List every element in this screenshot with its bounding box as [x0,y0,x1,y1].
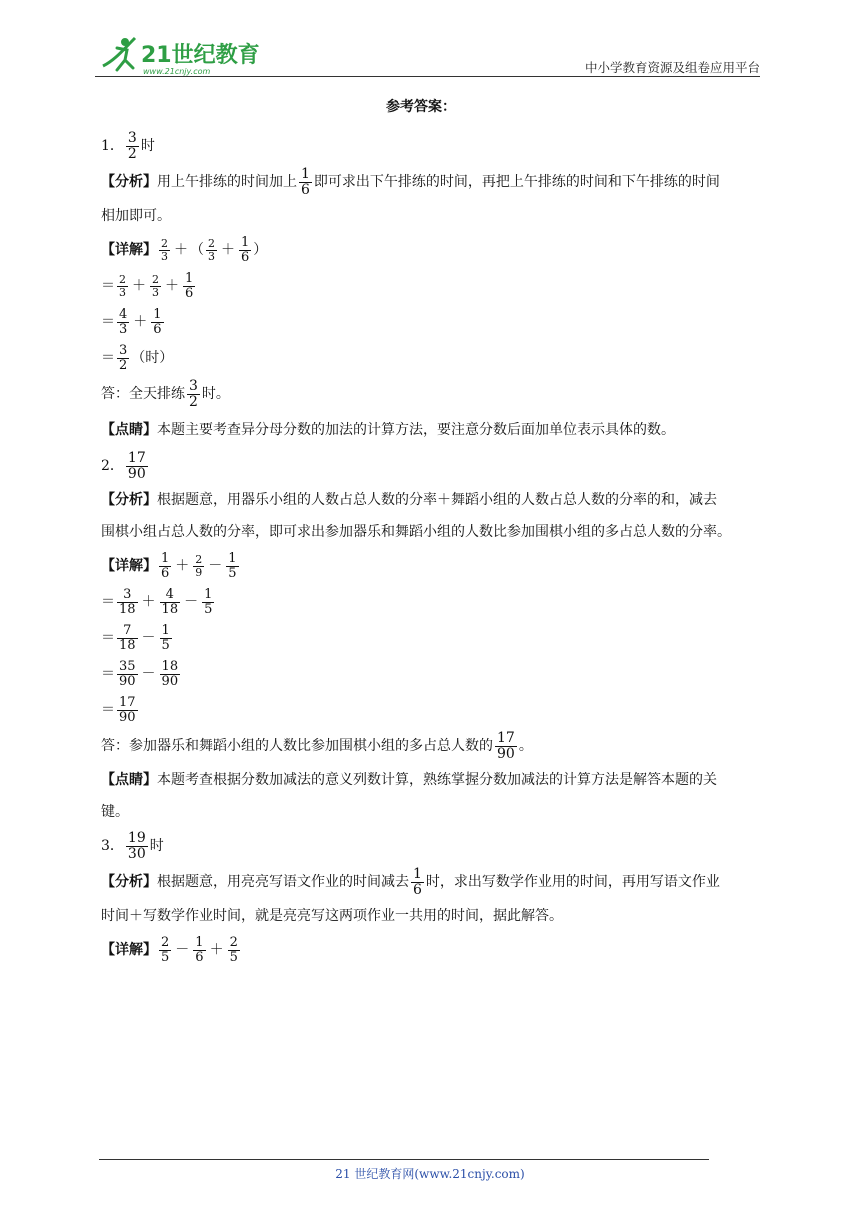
fraction: $\frac{4}{3}$ [119,306,128,337]
detail-tag: 【详解】 [101,242,157,258]
fraction: $\frac{1}{6}$ [153,306,162,337]
q1-answer [101,128,741,164]
fraction: $\frac{1}{5}$ [228,550,237,581]
answer-content [101,96,741,968]
analysis-tag: 【分析】 [101,874,157,890]
logo-url: www.21cnjy.com [143,67,211,76]
logo-text: 21世纪教育 [141,43,260,68]
analysis-tag: 【分析】 [101,174,157,190]
q2-number: 2． [101,458,124,474]
q3-number: 3． [101,838,124,854]
q2-analysis: 【分析】 根据题意，用器乐小组的人数占总人数的分率＋舞蹈小组的人数占总人数的分率的和，减去 [101,484,741,516]
footer-divider [99,1159,709,1160]
q3-detail: 【详解】 $\frac{2}{5}$ － $\frac{1}{6}$ ＋ $\frac{2}{5}$ [101,934,238,965]
q2-detail: 【详解】 $\frac{1}{6}$ ＋ $\frac{2}{9}$ － $\frac{1}{5}$ [101,550,237,581]
fraction: $\frac{1}{6}$ [161,550,170,581]
fraction: $\frac{3}{2}$ [119,342,128,373]
fraction: $\frac{1}{5}$ [204,586,213,617]
fraction: $\frac{1}{6}$ [241,234,250,265]
q1-answer-unit: 时 [140,138,155,154]
q2-conclusion: 答：参加器乐和舞蹈小组的人数比参加围棋小组的多占总人数的 $\frac{17}{90}$ 。 [101,729,533,762]
fraction: $\frac{17}{90}$ [119,694,136,725]
analysis-tag: 【分析】 [101,492,157,508]
fraction: $\frac{1}{6}$ [195,934,204,965]
q1-answer-fraction: $\frac{3}{2}$ [127,129,137,162]
fraction: $\frac{18}{90}$ [161,658,179,689]
fraction: $\frac{35}{90}$ [119,658,136,689]
fraction: $\frac{2}{5}$ [161,934,170,965]
q1-analysis: 【分析】 用上午排练的时间加上 $\frac{1}{6}$ 即可求出下午排练的时间，再把上午排练的时间和下午排练的时间 [101,165,720,198]
q3-answer: 3． $\frac{19}{30}$ 时 [101,829,164,862]
q1-step-2: ＝ $\frac{4}{3}$ ＋ $\frac{1}{6}$ [101,306,162,337]
q1-step-1: ＝ $\frac{2}{3}$ ＋ $\frac{2}{3}$ ＋ $\frac{1}{6}$ [101,270,194,301]
q1-comment: 【点睛】 本题主要考查异分母分数的加法的计算方法，要注意分数后面加单位表示具体的数。 [101,412,741,448]
logo-swoosh-icon [103,38,135,66]
logo-21cnjy [95,30,265,78]
fraction: $\frac{2}{3}$ [161,236,168,263]
fraction: $\frac{3}{2}$ [189,377,198,410]
fraction: $\frac{2}{3}$ [208,236,215,263]
header-tagline: 中小学教育资源及组卷应用平台 [584,60,760,75]
comment-tag: 【点睛】 [101,422,157,438]
fraction: $\frac{7}{18}$ [119,622,136,653]
fraction: $\frac{3}{18}$ [119,586,136,617]
q2-answer-fraction: $\frac{17}{90}$ [127,449,146,482]
fraction: $\frac{4}{18}$ [161,586,179,617]
detail-tag: 【详解】 [101,558,157,574]
page-title: 参考答案： [386,99,456,115]
q2-step-2: ＝ $\frac{7}{18}$ － $\frac{1}{5}$ [101,622,170,653]
detail-tag: 【详解】 [101,942,157,958]
fraction: $\frac{1}{5}$ [161,622,170,653]
fraction: $\frac{2}{3}$ [152,272,159,299]
q1-analysis-cont: 相加即可。 [101,208,171,224]
fraction: $\frac{2}{3}$ [119,272,126,299]
q2-comment-cont: 键。 [101,804,129,820]
fraction: $\frac{2}{9}$ [195,552,203,579]
q2-analysis-cont: 围棋小组占总人数的分率，即可求出参加器乐和舞蹈小组的人数比参加围棋小组的多占总人数的分率。 [101,524,731,540]
q2-step-1: ＝ $\frac{3}{18}$ ＋ $\frac{4}{18}$ － $\frac{1}{5}$ [101,586,213,617]
q1-conclusion: 答：全天排练 $\frac{3}{2}$ 时。 [101,377,230,410]
q2-answer [101,448,741,484]
fraction: $\frac{1}{6}$ [413,865,422,898]
q2-comment: 【点睛】 本题考查根据分数加减法的意义列数计算，熟练掌握分数加减法的计算方法是解答本题的关 [101,764,741,796]
q2-step-3: ＝ $\frac{35}{90}$ － $\frac{18}{90}$ [101,658,179,689]
q3-analysis: 【分析】 根据题意，用亮亮写语文作业的时间减去 $\frac{1}{6}$ 时，求出写数学作业用的时间，再用写语文作业 [101,865,720,898]
q2-step-4: ＝ $\frac{17}{90}$ [101,694,136,725]
q3-analysis-cont: 时间＋写数学作业时间，就是亮亮写这两项作业一共用的时间，据此解答。 [101,908,563,924]
q3-answer-fraction: $\frac{19}{30}$ [127,829,146,862]
header-divider [95,76,760,77]
q1-step-3: ＝ $\frac{3}{2}$ （时） [101,342,174,373]
q1-detail: 【详解】 $\frac{2}{3}$ ＋ （ $\frac{2}{3}$ ＋ $\frac{1}{6}$ ） [101,234,268,265]
page-header [95,30,760,78]
fraction: $\frac{17}{90}$ [497,729,515,762]
fraction: $\frac{1}{6}$ [301,165,310,198]
footer-link[interactable]: 21 世纪教育网(www.21cnjy.com) [335,1167,525,1181]
fraction: $\frac{1}{6}$ [185,270,194,301]
q1-number: 1． [101,138,124,154]
comment-tag: 【点睛】 [101,772,157,788]
fraction: $\frac{2}{5}$ [229,934,238,965]
